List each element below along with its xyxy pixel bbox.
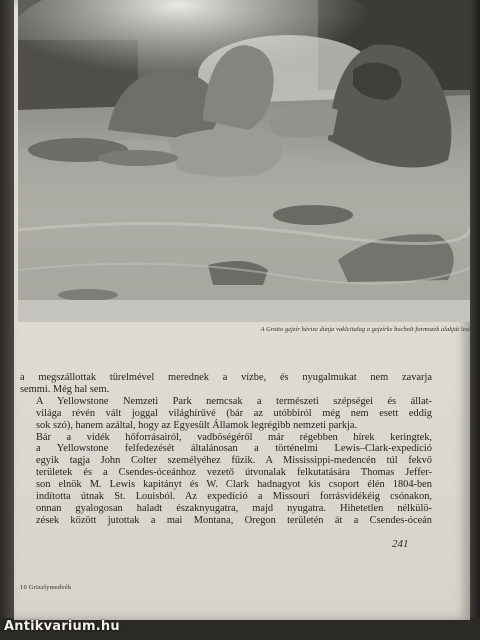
- text-line: világa révén vált joggal világhírűvé (bár az utóbbiról még nem esett eddig: [36, 407, 432, 419]
- text-line: a Yellowstone felfedezését általánosan a történelmi Lewis–Clark-expedíció: [36, 443, 432, 455]
- text-line: a megszállottak türelmével merednek a vízbe, és nyugalmukat nem zavarja: [20, 372, 432, 383]
- text-line: egyik tagja John Colter személyéhez fűzik. A Mississippi-medencén túl fekvő: [36, 455, 432, 467]
- text-line: zések között jutottak a mai Montana, Oregon területén át a Csendes-óceán: [36, 514, 432, 526]
- paragraph: [20, 432, 432, 527]
- signature-mark: 16 Grizzlymedvék: [20, 584, 72, 591]
- text-line: indította útnak St. Louisból. Az expedíció a Missouri forrásvidékéig csónakon,: [36, 491, 432, 503]
- text-line: onnan gyalogosan haladt északnyugatra, majd nyugatra. Hihetetlen nélkülö-: [36, 502, 432, 514]
- text-line: son elnök M. Lewis kapitányt és W. Clark hadnagyot kis csoport élén 1804-ben: [36, 479, 432, 491]
- page-number: 241: [392, 538, 409, 550]
- watermark-logo: Antikvarium.hu: [4, 619, 120, 634]
- text-line: semmi. Még hal sem.: [20, 383, 110, 395]
- book-page: [14, 0, 470, 620]
- body-text: [20, 372, 432, 527]
- paragraph: [20, 396, 432, 432]
- geyser-photograph: [18, 0, 470, 322]
- text-line: A Yellowstone Nemzeti Park nemcsak a természeti szépségei és állat-: [36, 395, 432, 407]
- text-line: területek és a Csendes-óceánhoz vezető útvonalak felkutatására Thomas Jeffer-: [36, 467, 432, 479]
- paragraph: [20, 372, 432, 396]
- text-line: Bár a vidék hőforrásairól, vadbőségéről már régebben hírek keringtek,: [36, 431, 432, 443]
- text-line: sok szó), hanem azáltal, hogy az Egyesült Államok legrégibb nemzeti parkja.: [36, 419, 358, 431]
- photo-caption: A Grotto gejzír hévize dunja vaklcitalag a gejzírke bocholt formozek alakját lesi: [260, 326, 470, 333]
